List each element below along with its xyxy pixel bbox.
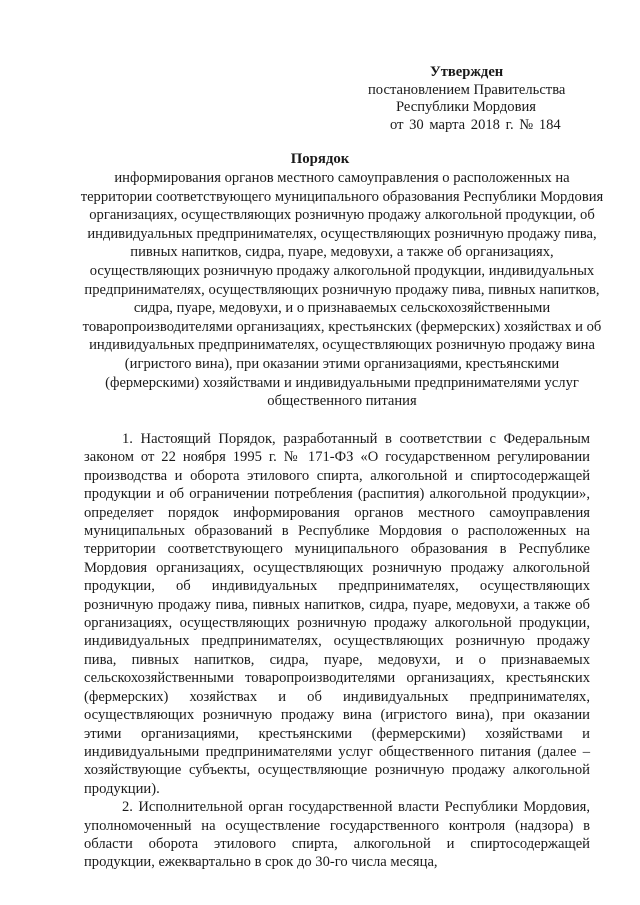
paragraph-1: 1. Настоящий Порядок, разработанный в соответствии с Федеральным законом от 22 ноября 1995 г. № 171-ФЗ «О государственном регулировании производства и оборота этилового спирта, алкогольной и спиртосодержащей продукции и об ограничении потребления (распития) алкогольной продукции», определяет порядок информирования органов местного самоуправления муниципальных образований в Республике Мордовия о расположенных на территории соответствующего муниципального образования в Республике Мордовия организациях, осуществляющих розничную продажу алкогольной продукции, об индивидуальных предпринимателях, осуществляющих розничную продажу пива, пивных напитков, сидра, пуаре, медовухи, а также об организациях, осуществляющих розничную продажу алкогольной продукции, индивидуальных предпринимателях, осуществляющих розничную продажу пива, пивных напитков, сидра, пуаре, медовухи, и о признаваемых сельскохозяйственными товаропроизводителями организациях, крестьянских (фермерских) хозяйствах и об индивидуальных предпринимателях, осуществляющих розничную продажу вина (игристого вина), при оказании этими организациями, крестьянскими (фермерскими) хозяйствами и индивидуальными предпринимателями услуг общественного питания (далее – хозяйствующие субъекты, осуществляющие розничную продажу алкогольной продукции). xyxy=(84,431,590,797)
order-title: Порядок xyxy=(290,151,350,167)
document-body xyxy=(84,430,590,872)
approval-block xyxy=(368,64,565,134)
paragraph-2: 2. Исполнительной орган государственной власти Республики Мордовия, уполномоченный на осуществление государственного контроля (надзора) в области оборота этилового спирта, алкогольной и спиртосодержащей продукции, ежеквартально в срок до 30-го числа месяца, xyxy=(84,799,590,871)
order-subtitle: информирования органов местного самоуправления о расположенных на территории соответствующего муниципального образования Республики Мордовия организациях, осуществляющих розничную продажу алкогольной продукции, об индивидуальных предпринимателях, осуществляющих розничную продажу пива, пивных напитков, сидра, пуаре, медовухи, а также об организациях, осуществляющих розничную продажу алкогольной продукции, индивидуальных предпринимателях, осуществляющих розничную продажу пива, пивных напитков, сидра, пуаре, медовухи, и о признаваемых сельскохозяйственными товаропроизводителями организациях, крестьянских (фермерских) хозяйствах и об индивидуальных предпринимателях, осуществляющих розничную продажу вина (игристого вина), при оказании этими организациями, крестьянскими (фермерскими) хозяйствами и индивидуальными предпринимателями услуг общественного питания xyxy=(80,170,604,410)
approval-line-resolution: постановлением Правительства xyxy=(368,81,566,98)
approval-line-republic: Республики Мордовия xyxy=(396,99,537,116)
approval-title: Утвержден xyxy=(430,64,504,80)
approval-line-date-number: от 30 марта 2018 г. № 184 xyxy=(390,116,561,133)
